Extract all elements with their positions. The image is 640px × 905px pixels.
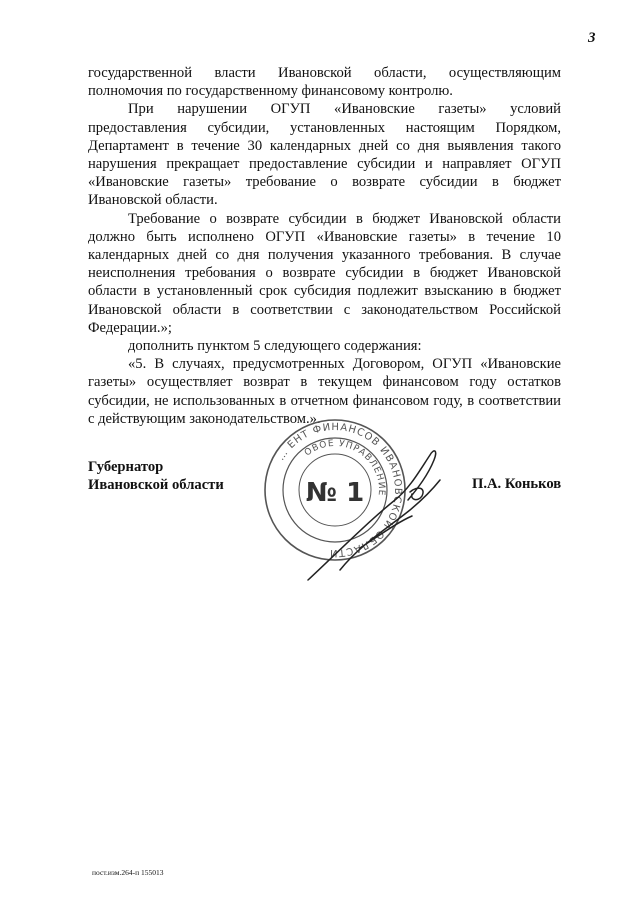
page-number: 3: [588, 30, 596, 46]
paragraph: При нарушении ОГУП «Ивановские газеты» условий предоставления субсидии, установленных настоящим Порядком, Департамент в течение 30 календарных дней со дня выявления такого нарушения прекращает предоставление субсидии и направляет ОГУП «Ивановские газеты» требование о возврате субсидии в бюджет Ивановской области.: [88, 101, 561, 209]
paragraph: государственной власти Ивановской области, осуществляющим полномочия по государственному финансовому контролю.: [88, 65, 561, 100]
stamp-inner-text: ОВОЕ УПРАВЛЕНИЕ: [302, 438, 387, 497]
stamp-outer-text: … ЕНТ ФИНАНСОВ ИВАНОВСКОЙ ОБЛАСТИ: [275, 421, 404, 559]
paragraph: дополнить пунктом 5 следующего содержания:: [128, 338, 422, 355]
signature-icon: [300, 430, 480, 590]
handwritten-signature: [300, 430, 480, 595]
signatory-title-line2: Ивановской области: [88, 477, 224, 493]
document-body: [88, 64, 561, 428]
paragraph: Требование о возврате субсидии в бюджет Ивановской области должно быть исполнено ОГУП «Ивановские газеты» в течение 10 календарных дней со дня получения указанного требования. В случае неисполнения требования о возврате субсидии в бюджет Ивановской области в установленный срок субсидия подлежит взысканию в бюджет Ивановской области в соответствии с законодательством Российской Федерации.»;: [88, 210, 561, 336]
signatory-title: [88, 458, 224, 494]
stamp-number: № 1: [305, 478, 365, 508]
signatory-name: П.А. Коньков: [472, 476, 562, 492]
signatory-title-line1: Губернатор: [88, 459, 164, 475]
paragraph: «5. В случаях, предусмотренных Договором, ОГУП «Ивановские газеты» осуществляет возврат в текущем финансовом году остатков субсидии, не использованных в отчетном финансовом году, в соответствии с действующим законодательством.».: [88, 356, 561, 427]
footer-code: пост.изм.264-п 155013: [92, 868, 164, 877]
